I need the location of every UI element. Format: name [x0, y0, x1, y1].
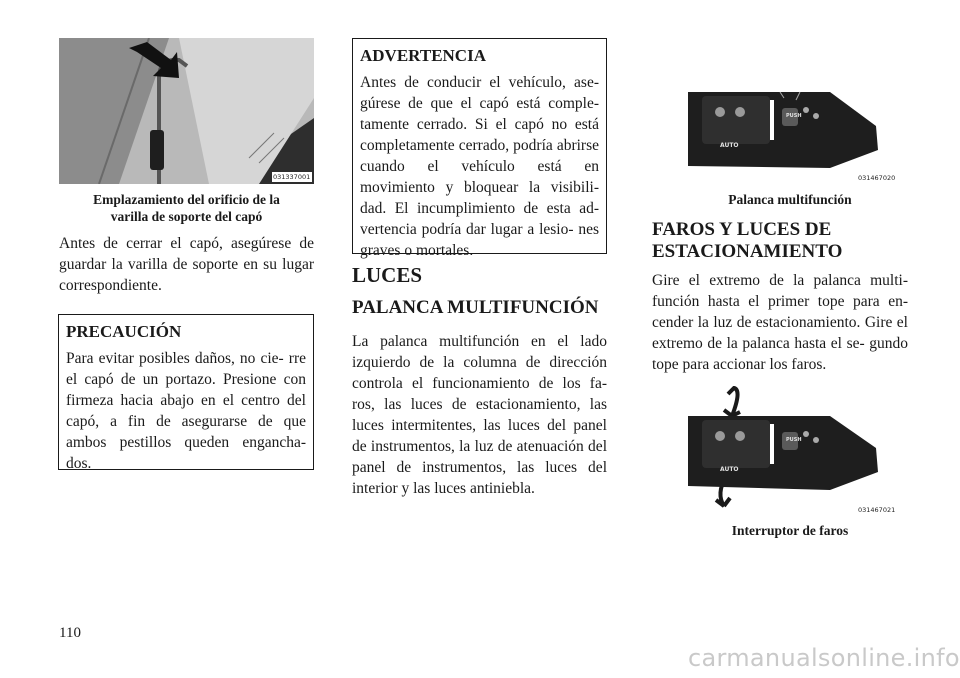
headlight-switch-figure-id: 031467021 [858, 506, 896, 514]
hood-rod-figure [59, 38, 314, 184]
multifunction-lever-illustration [680, 78, 900, 178]
subsection-title: PALANCA MULTIFUNCIÓN [352, 297, 599, 318]
hood-rod-caption-line-1: Emplazamiento del orificio de la [93, 192, 280, 207]
page-number: 110 [59, 625, 81, 641]
lever-auto-label: AUTO [720, 142, 739, 149]
headlights-heading [652, 219, 912, 263]
hood-paragraph: Antes de cerrar el capó, asegúrese de guardar la varilla de soporte en su lugar correspondiente. [59, 235, 314, 294]
headlights-heading-line-2: ESTACIONAMIENTO [652, 241, 843, 262]
hood-rod-figure-id: 031337001 [273, 173, 311, 181]
multifunction-paragraph: La palanca multifunción en el lado izquierdo de la columna de dirección controla el funcionamiento de los fa- ros, las luces de estacionamiento, las luces intermitentes, las luces del panel de instrumentos, la luz de atenuación del panel de instrumentos, las luces del interior y las luces antiniebla. [352, 333, 607, 497]
warning-box [352, 38, 607, 259]
warning-text: Antes de conducir el vehículo, ase- gúrese de que el capó está comple- tamente cerrado. Si el capó no está completamente cerrado, podría abrirse cuando el vehículo está en movimiento y bloquear la visibili- dad. El incumplimiento de esta ad- vertencia podría dar lugar a lesio- nes graves o mortales. [360, 74, 599, 259]
caution-box [58, 314, 314, 470]
caution-text: Para evitar posibles daños, no cie- rre el capó de un portazo. Presione con firmeza hacia abajo en el centro del capó, a fin de asegurarse de que ambos pestillos queden engancha- dos. [66, 350, 306, 472]
warning-title: ADVERTENCIA [360, 46, 486, 65]
headlight-switch-figure [680, 386, 900, 514]
hood-rod-caption-line-2: varilla de soporte del capó [110, 209, 263, 224]
switch-auto-label: AUTO [720, 466, 739, 473]
hood-rod-caption [59, 191, 314, 225]
headlight-switch-illustration [680, 386, 900, 510]
switch-push-label: PUSH [786, 437, 802, 443]
headlights-paragraph: Gire el extremo de la palanca multi- función hasta el primer tope para en- cender la luz de estacionamiento. Gire el extremo de la palanca hasta el se- gundo tope para accionar los faros. [652, 272, 908, 373]
section-title: LUCES [352, 263, 423, 287]
headlights-heading-line-1: FAROS Y LUCES DE [652, 219, 832, 240]
multifunction-lever-figure [680, 78, 900, 182]
caution-title: PRECAUCIÓN [66, 322, 182, 341]
hood-rod-illustration [59, 38, 314, 184]
headlight-switch-caption: Interruptor de faros [731, 523, 849, 538]
lever-push-label: PUSH [786, 113, 802, 119]
multifunction-caption: Palanca multifunción [728, 192, 852, 207]
multifunction-figure-id: 031467020 [858, 174, 896, 182]
watermark: carmanualsonline.info [688, 644, 960, 672]
